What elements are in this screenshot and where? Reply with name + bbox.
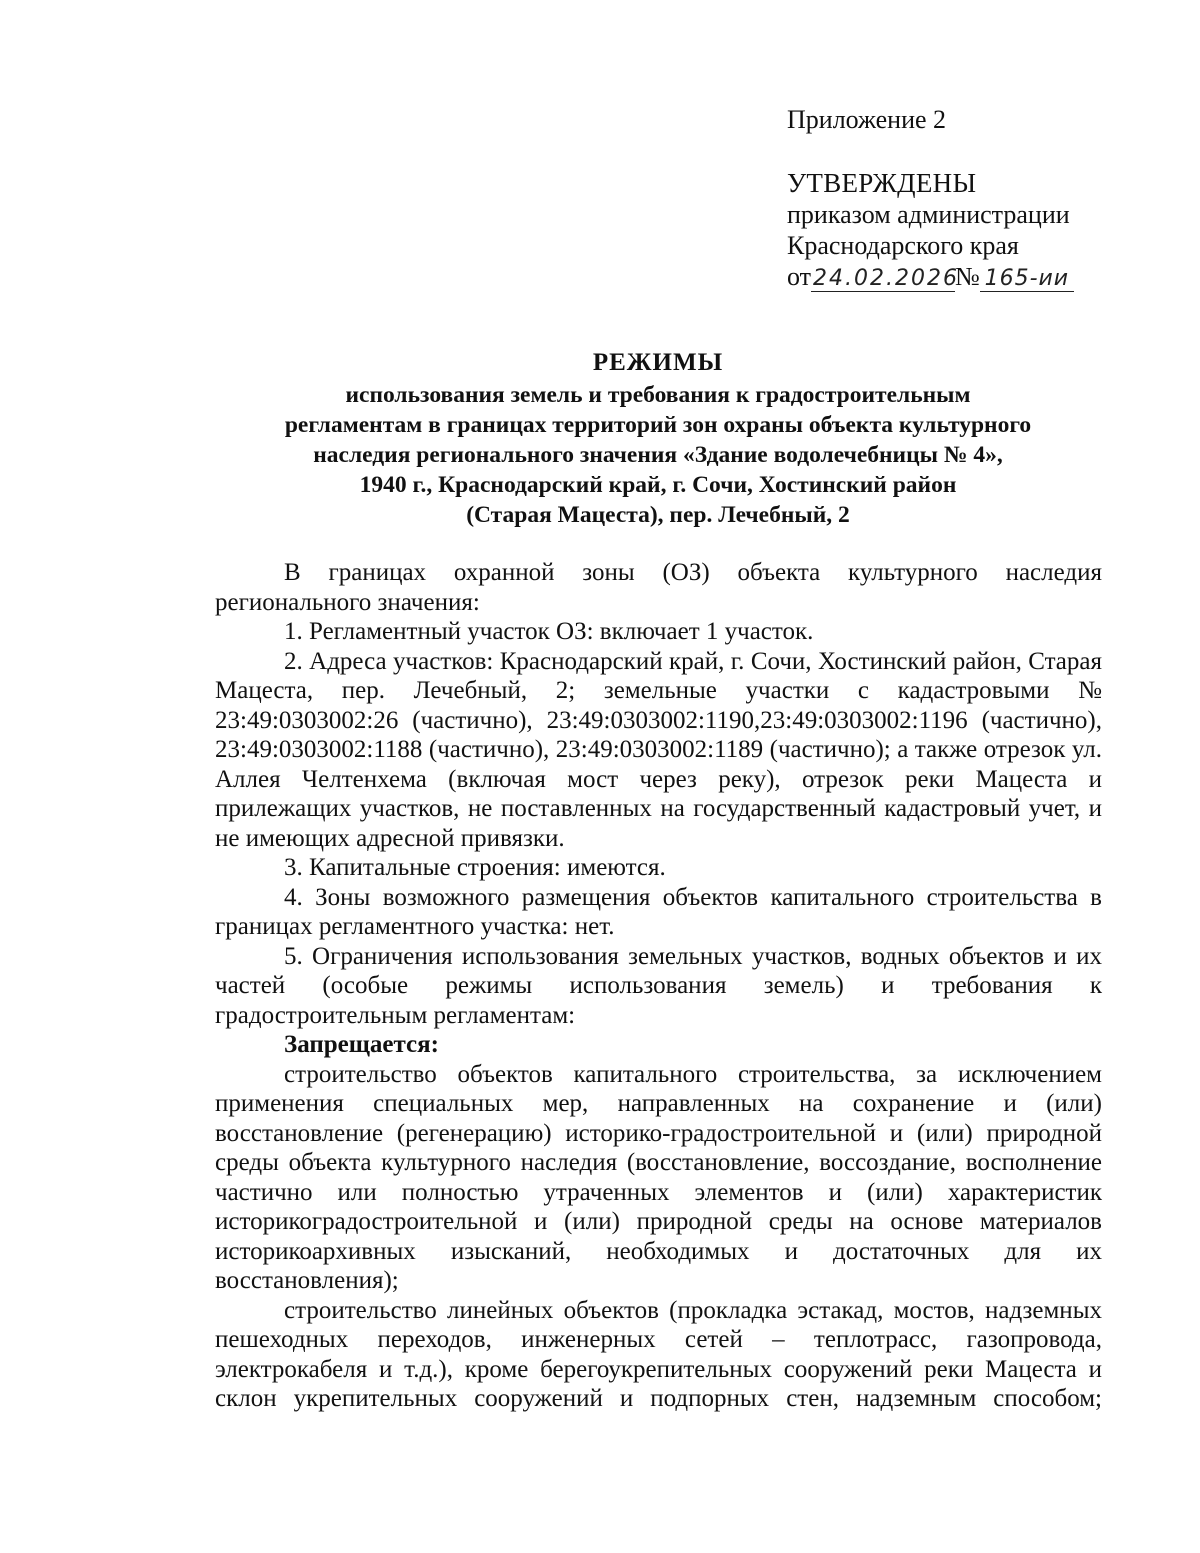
approved-label: УТВЕРЖДЕНЫ [787, 168, 977, 198]
item-5: 5. Ограничения использования земельных участков, водных объектов и их частей (особые режимы использования земель) и требования к градостроительным регламентам: [215, 942, 1102, 1029]
appendix-label: Приложение 2 [787, 105, 947, 134]
prohibited-item-2: строительство линейных объектов (прокладка эстакад, мостов, надземных пешеходных переходов, инженерных сетей – теплотрасс, газопровода, электрокабеля и т.д.), кроме берегоукрепительных сооружений реки Мацеста и склон укрепительных сооружений и подпорных стен, надземным способом; [215, 1296, 1102, 1412]
approval-block [787, 104, 1167, 292]
approval-line-1: приказом администрации [787, 200, 1070, 229]
handwritten-date: 24.02.2026 [813, 266, 959, 291]
title-main: РЕЖИМЫ [592, 349, 724, 376]
handwritten-number: 165-ии [980, 267, 1074, 292]
prohibited-heading: Запрещается: [284, 1031, 440, 1058]
document-title [200, 348, 1116, 530]
item-2: 2. Адреса участков: Краснодарский край, г. Сочи, Хостинский район, Старая Мацеста, пер. Лечебный, 2; земельные участки с кадастровыми № 23:49:0303002:26 (частично), 23:49:0303002:1190,23:49:0303002:1196 (частично), 23:49:0303002:1188 (частично), 23:49:0303002:1189 (частично); а также отрезок ул. Аллея Челтенхема (включая мост через реку), отрезок реки Мацеста и прилежащих участков, не поставленных на государственный кадастровый учет, и не имеющих адресной привязки. [215, 647, 1102, 852]
date-prefix: от [787, 262, 812, 291]
title-line: использования земель и требования к градостроительным [345, 382, 971, 408]
approval-date-line [787, 261, 1167, 292]
title-line: (Старая Мацеста), пер. Лечебный, 2 [466, 502, 850, 528]
approval-line-2: Краснодарского края [787, 231, 1019, 260]
intro-paragraph: В границах охранной зоны (ОЗ) объекта культурного наследия регионального значения: [215, 559, 1102, 616]
item-3: 3. Капитальные строения: имеются. [284, 854, 666, 881]
prohibited-item-1: строительство объектов капитального строительства, за исключением применения специальных мер, направленных на сохранение и (или) восстановление (регенерацию) историко-градостроительной и (или) природной среды объекта культурного наследия (восстановление, воссоздание, восполнение частично или полностью утраченных элементов и (или) характеристик историкоградостроительной и (или) природной среды на основе материалов историкоархивных изысканий, необходимых и достаточных для их восстановления); [215, 1060, 1102, 1294]
document-body [215, 558, 1102, 1414]
title-line: 1940 г., Краснодарский край, г. Сочи, Хостинский район [359, 472, 957, 498]
item-1: 1. Регламентный участок ОЗ: включает 1 участок. [284, 618, 814, 645]
number-prefix: № [955, 262, 980, 291]
item-4: 4. Зоны возможного размещения объектов капитального строительства в границах регламентного участка: нет. [215, 883, 1102, 940]
title-line: наследия регионального значения «Здание водолечебницы № 4», [313, 442, 1003, 468]
title-line: регламентам в границах территорий зон охраны объекта культурного [284, 412, 1032, 438]
